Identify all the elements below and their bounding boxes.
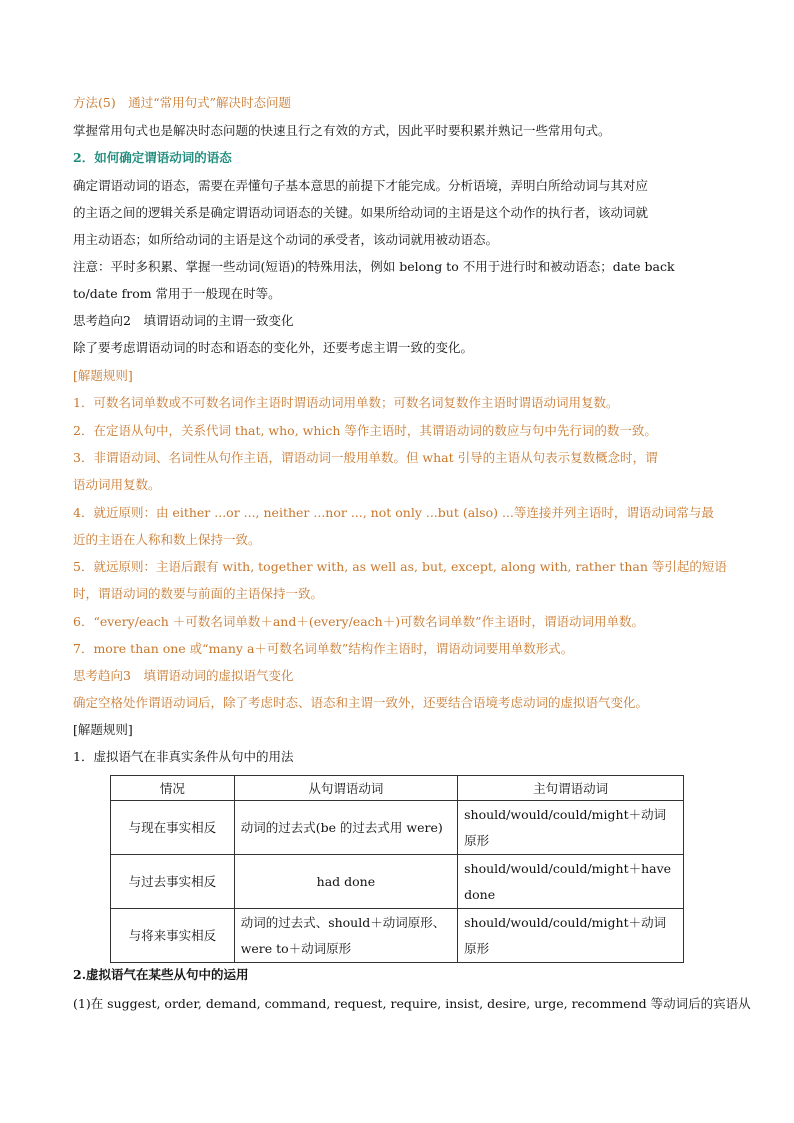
text-line: 1．可数名词单数或不可数名词作主语时谓语动词用单数；可数名词复数作主语时谓语动词用复数。 [73,395,619,410]
table-cell: had done [234,855,457,909]
text-line: 7．more than one 或“many a＋可数名词单数”结构作主语时，谓语动词要用单数形式。 [73,641,574,656]
table-cell: should/would/could/might＋动词原形 [458,801,684,855]
text-line: 除了要考虑谓语动词的时态和语态的变化外，还要考虑主谓一致的变化。 [73,340,474,355]
text-line: to/date from 常用于一般现在时等。 [73,286,281,301]
text-line: 近的主语在人称和数上保持一致。 [73,532,261,547]
text-line: 2．在定语从句中，关系代词 that, who, which 等作主语时，其谓语动词的数应与句中先行词的数一致。 [73,423,657,438]
table-cell: 与将来事实相反 [111,909,235,963]
text-line: 2．如何确定谓语动词的语态 [73,150,232,165]
text-line: 确定谓语动词的语态，需要在弄懂句子基本意思的前提下才能完成。分析语境，弄明白所给动词与其对应 [73,178,649,193]
text-line: 的主语之间的逻辑关系是确定谓语动词语态的关键。如果所给动词的主语是这个动作的执行者，该动词就 [73,205,649,220]
table-header: 情况 [111,776,235,801]
text-line: 5．就远原则：主语后跟有 with, together with, as well as, but, except, along with, rather than 等引起的短语 [73,559,727,574]
table-header: 从句谓语动词 [234,776,457,801]
text-line: 1．虚拟语气在非真实条件从句中的用法 [73,749,294,764]
table-cell: 与现在事实相反 [111,801,235,855]
text-line: 思考趋向3 填谓语动词的虚拟语气变化 [73,668,294,683]
text-line: 6．“every/each ＋可数名词单数＋and＋(every/each＋)可数名词单数”作主语时，谓语动词用单数。 [73,614,644,629]
table-cell: should/would/could/might＋have done [458,855,684,909]
text-line: 注意：平时多积累、掌握一些动词(短语)的特殊用法，例如 belong to 不用于进行时和被动语态；date back [73,259,675,274]
table-header-row [111,776,684,801]
text-line: 3．非谓语动词、名词性从句作主语，谓语动词一般用单数。但 what 引导的主语从句表示复数概念时，谓 [73,450,658,465]
text-line: 用主动语态；如所给动词的主语是这个动词的承受者，该动词就用被动语态。 [73,232,499,247]
text-line: 确定空格处作谓语动词后，除了考虑时态、语态和主谓一致外，还要结合语境考虑动词的虚拟语气变化。 [73,695,649,710]
text-line: (1)在 suggest, order, demand, command, request, require, insist, desire, urge, recommend 等动词后的宾语从 [73,996,751,1011]
table-cell: 动词的过去式(be 的过去式用 were) [234,801,457,855]
text-line: 4．就近原则：由 either ...or ..., neither ...nor ..., not only ...but (also) ...等连接并列主语时，谓语动词常与最 [73,505,714,520]
table-row [111,801,684,855]
table-cell: 动词的过去式、should＋动词原形、were to＋动词原形 [234,909,457,963]
text-line: 语动词用复数。 [73,477,161,492]
text-line: 2.虚拟语气在某些从句中的运用 [73,967,249,982]
table-cell: should/would/could/might＋动词原形 [458,909,684,963]
text-line: 时，谓语动词的数要与前面的主语保持一致。 [73,586,324,601]
text-line: [解题规则] [73,368,133,383]
text-line: [解题规则] [73,722,133,737]
table-row [111,909,684,963]
text-line: 方法(5) 通过“常用句式”解决时态问题 [73,95,291,110]
table-header: 主句谓语动词 [458,776,684,801]
table-cell: 与过去事实相反 [111,855,235,909]
text-line: 掌握常用句式也是解决时态问题的快速且行之有效的方式，因此平时要积累并熟记一些常用句式。 [73,123,611,138]
subjunctive-table [110,775,684,963]
text-line: 思考趋向2 填谓语动词的主谓一致变化 [73,313,294,328]
table-row [111,855,684,909]
